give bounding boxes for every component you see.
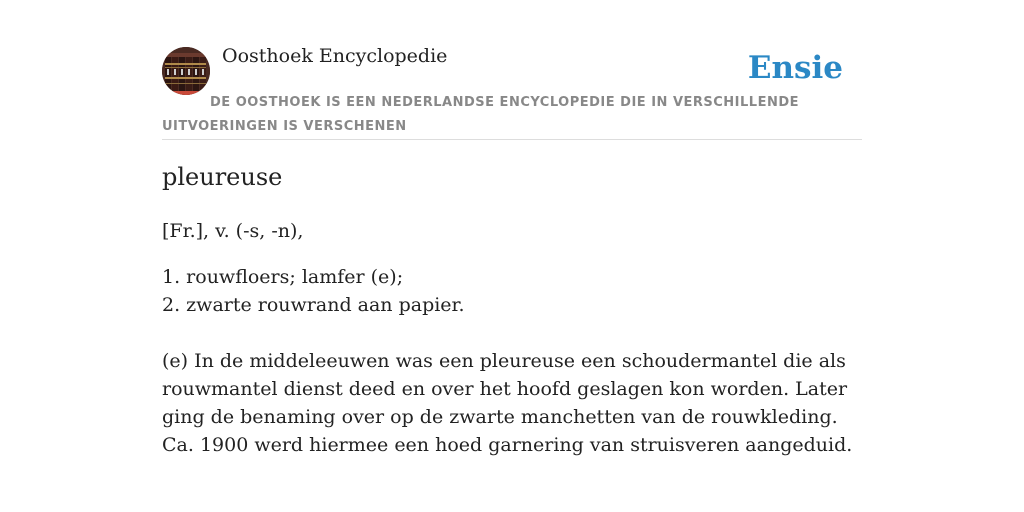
entry-grammar: [Fr.], v. (-s, -n),	[162, 220, 304, 242]
source-description: DE OOSTHOEK IS EEN NEDERLANDSE ENCYCLOPEDIE DIE IN VERSCHILLENDE UITVOERINGEN IS VERSCHENEN	[162, 95, 800, 134]
source-title[interactable]: Oosthoek Encyclopedie	[222, 45, 448, 67]
sense-item: 2. zwarte rouwrand aan papier.	[162, 294, 465, 316]
source-header	[162, 0, 862, 140]
entry-senses	[162, 263, 465, 319]
source-avatar[interactable]	[162, 47, 210, 95]
sense-item: 1. rouwfloers; lamfer (e);	[162, 266, 404, 288]
book-spines-icon	[162, 47, 210, 95]
ensie-logo-link[interactable]: Ensie	[747, 50, 843, 86]
entry-headword: pleureuse	[162, 163, 283, 191]
page-container	[162, 0, 862, 456]
entry-note: (e) In de middeleeuwen was een pleureuse een schoudermantel die als rouwmantel dienst deed en over het hoofd geslagen kon worden. Later ging de benaming over op de zwarte manchetten van de rouwkleding. Ca. 1900 werd hiermee een hoed garnering van struisveren aangeduid.	[162, 350, 853, 456]
